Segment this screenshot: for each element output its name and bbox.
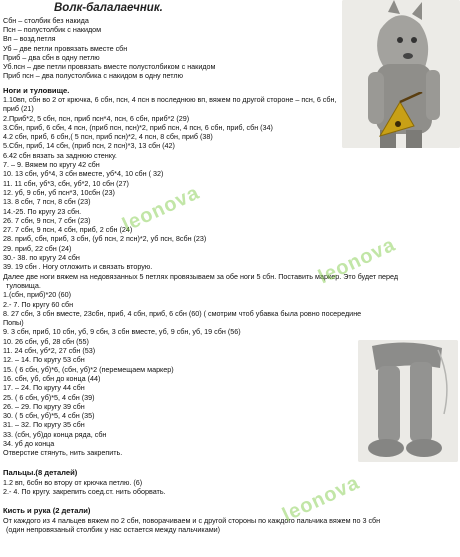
legend-line: Сбн – столбик без накида bbox=[3, 16, 89, 25]
fingers-instructions bbox=[3, 478, 458, 497]
legend-line: Приб псн – два полустолбика с накидом в одну петлю bbox=[3, 71, 183, 81]
instruction-line: 6.42 сбн вязать за заднюю стенку. bbox=[3, 150, 117, 160]
page-title: Волк-балалаечник. bbox=[54, 2, 163, 14]
instruction-line: 30.- 38. по кругу 24 сбн bbox=[3, 253, 80, 263]
instruction-line: туловища. bbox=[6, 280, 41, 290]
instruction-line: 2.Приб*2, 5 сбн, псн, приб псн*4, псн, 6 сбн, приб*2 (29) bbox=[3, 113, 190, 123]
instruction-line: 11. 24 сбн, уб*2, 27 сбн (53) bbox=[3, 346, 96, 356]
abbreviation-legend bbox=[3, 16, 215, 80]
instruction-line: Далее две ноги вяжем на недовязанных 5 петлях провязываем за обе ноги 5 сбн. Поставить маркер. Это будет перед bbox=[3, 271, 399, 281]
instruction-line: 9. 3 сбн, приб, 10 сбн, уб, 9 сбн, 3 сбн вместе, уб, 9 сбн, уб, 19 сбн (56) bbox=[3, 327, 241, 337]
watermark: leonova bbox=[279, 471, 364, 527]
instruction-line: 3.Сбн, приб, 6 сбн, 4 псн, (приб псн, псн)*2, приб псн, 4 псн, 6 сбн, приб, сбн (34) bbox=[3, 122, 273, 132]
instruction-line: (один непровязаный столбик у нас остается между пальчиками) bbox=[6, 525, 221, 535]
legend-line: Вп – возд.петля bbox=[3, 34, 56, 44]
legend-line: Псн – полустолбик с накидом bbox=[3, 25, 102, 35]
instruction-line: 14.-25. По кругу 23 сбн. bbox=[3, 206, 82, 216]
instruction-line: 5.Сбн, приб, 14 сбн, (приб псн, 2 псн)*3, 13 сбн (42) bbox=[3, 141, 175, 151]
instruction-line: 12. – 14. По кругу 53 сбн bbox=[3, 355, 85, 365]
instruction-line: 15. ( 6 сбн, уб)*6, (сбн, уб)*2 (перемещаем маркер) bbox=[3, 364, 174, 374]
instruction-line: 12. уб, 9 сбн, уб псн*3, 10сбн (23) bbox=[3, 187, 115, 197]
instruction-line: 29. приб, 22 сбн (24) bbox=[3, 243, 72, 253]
legs-photo bbox=[358, 340, 458, 462]
instruction-line: 13. 8 сбн, 7 псн, 8 сбн (23) bbox=[3, 197, 91, 207]
legend-line: Приб – два сбн в одну петлю bbox=[3, 52, 100, 62]
instruction-line: 4.2 сбн, приб, 6 сбн,( 5 псн, приб псн)*2, 4 псн, 8 сбн, приб (38) bbox=[3, 132, 213, 142]
watermark: leonova bbox=[119, 181, 204, 237]
instruction-line: 1.(сбн, приб)*20 (60) bbox=[3, 290, 72, 300]
instruction-line: 10. 13 сбн, уб*4, 3 сбн вместе, уб*4, 10 сбн ( 32) bbox=[3, 169, 164, 179]
instruction-line: Отверстие стянуть, нить закрепить. bbox=[3, 448, 123, 458]
instruction-line: 10. 26 сбн, уб, 28 сбн (55) bbox=[3, 336, 89, 346]
instruction-line: 7. – 9. Вяжем по кругу 42 сбн bbox=[3, 160, 100, 170]
instruction-line: 33. (сбн, уб)до конца ряда, сбн bbox=[3, 429, 107, 439]
instruction-line: 28. приб, сбн, приб, 3 сбн, (уб псн, 2 псн)*2, уб псн, 8сбн (23) bbox=[3, 234, 207, 244]
watermark: leonova bbox=[315, 233, 400, 289]
instruction-line: 17. – 24. По кругу 44 сбн bbox=[3, 383, 85, 393]
legend-line: Уб – две петли провязать вместе сбн bbox=[3, 43, 128, 53]
instruction-line: 34. уб до конца bbox=[3, 438, 55, 448]
section-title-hand: Кисть и рука (2 детали) bbox=[3, 506, 91, 515]
section-title-legs: Ноги и туловище. bbox=[3, 86, 70, 95]
instruction-line: От каждого из 4 пальцев вяжем по 2 сбн, поворачиваем и с другой стороны по каждого пальчика вяжем по 3 сбн bbox=[3, 516, 381, 525]
instruction-line: 2.- 7. По кругу 60 сбн bbox=[3, 299, 74, 309]
instruction-line: 8. 27 сбн, 3 сбн вместе, 23сбн, приб, 4 сбн, приб, 6 сбн (60) ( смотрим чтоб убавка была ровно посередине bbox=[3, 308, 362, 318]
instruction-line: приб (21) bbox=[3, 104, 34, 114]
instruction-line: 27. 7 сбн, 9 псн, 4 сбн, приб, 2 сбн (24) bbox=[3, 225, 133, 235]
instruction-line: 16. сбн, уб, сбн до конца (44) bbox=[3, 373, 101, 383]
knitted-legs-image bbox=[358, 340, 458, 462]
instruction-line: 31. – 32. По кругу 35 сбн bbox=[3, 420, 85, 430]
instruction-line: 39. 19 сбн . Ногу отложить и связать вторую. bbox=[3, 262, 153, 272]
instruction-line: 11. 11 сбн, уб*3, сбн, уб*2, 10 сбн (27) bbox=[3, 178, 129, 188]
instruction-line: 30. ( 5 сбн, уб)*5, 4 сбн (35) bbox=[3, 411, 95, 421]
instruction-line: Попы) bbox=[3, 318, 24, 328]
instruction-line: 2.- 4. По кругу. закрепить соед.ст. нить оборвать. bbox=[3, 487, 166, 497]
instruction-line: 1.2 вп, 6сбн во втору от крючка петлю. (6) bbox=[3, 478, 143, 487]
instruction-line: 26. – 29. По кругу 39 сбн bbox=[3, 401, 85, 411]
instruction-line: 25. ( 6 сбн, уб)*5, 4 сбн (39) bbox=[3, 392, 95, 402]
hand-instructions bbox=[3, 516, 458, 535]
instruction-line: 1.10вп, сбн во 2 от крючка, 6 сбн, псн, 4 псн в последнюю вп, вяжем по другой стороне – псн, 6 сбн, bbox=[3, 95, 337, 104]
section-title-fingers: Пальцы.(8 деталей) bbox=[3, 468, 78, 477]
legend-line: Уб.псн – две петли провязать вместе полустолбиком с накидом bbox=[3, 62, 216, 72]
instruction-line: 26. 7 сбн, 9 псн, 7 сбн (23) bbox=[3, 215, 91, 225]
